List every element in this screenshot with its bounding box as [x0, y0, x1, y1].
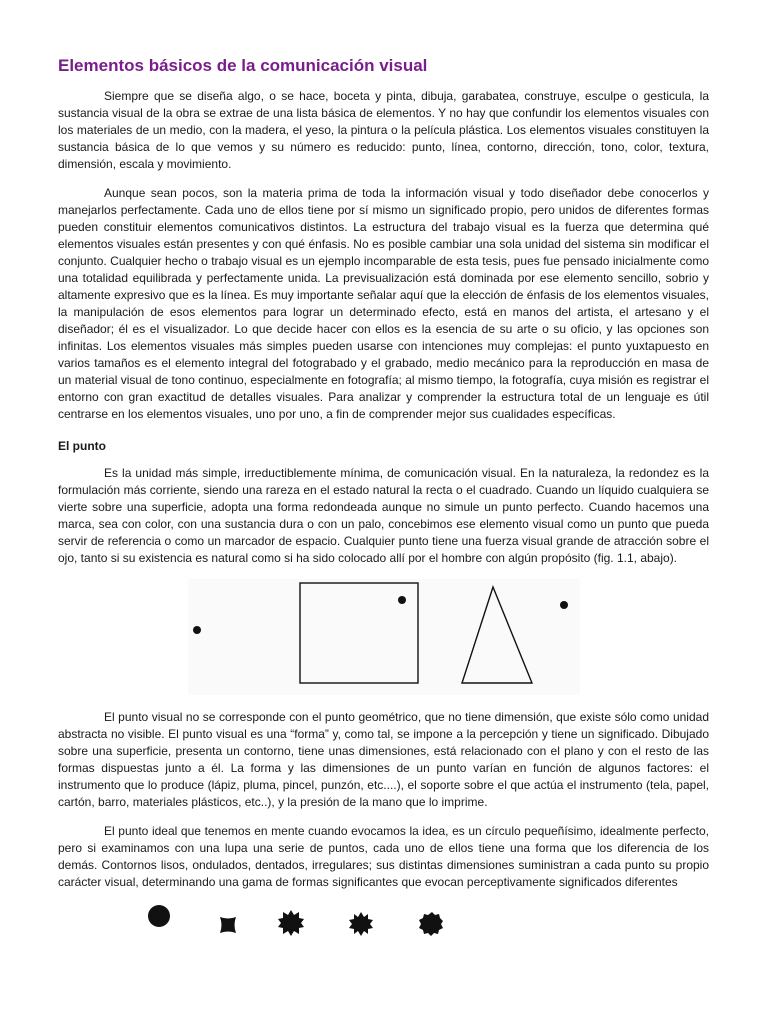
figure-point-attraction — [188, 579, 580, 695]
paragraph-visual-point: El punto visual no se corresponde con el punto geométrico, que no tiene dimensión, que existe sólo como unidad abstracta no visible. El punto visual es una “forma” y, como tal, se impone a la percepción y tiene un significado. Dibujado sobre una superficie, presenta un contorno, tiene unas dimensiones, está relacionado con el plano y con el resto de las formas dispuestas junto a él. La forma y las dimensiones de un punto varían en función de algunos factores: el instrumento que lo produce (lápiz, pluma, pincel, punzón, etc....), el soporte sobre el que actúa el instrumento (tela, papel, cartón, barro, materiales plásticos, etc..), y la presión de la mano que lo imprime. — [58, 710, 709, 809]
point-beside-triangle — [560, 601, 568, 609]
point-inside-square — [398, 596, 406, 604]
wavy-point — [220, 917, 236, 933]
figure-point-shapes — [146, 903, 446, 943]
irregular-point — [419, 912, 443, 936]
paragraph-intro: Siempre que se diseña algo, o se hace, boceta y pinta, dibuja, garabatea, construye, esculpe o gesticula, la sustancia visual de la obra se extrae de una lista básica de elementos. Y no hay que confundir los elementos visuales con los materiales de un medio, con la madera, el yeso, la pintura o la película plástica. Los elementos visuales constituyen la sustancia básica de lo que vemos y su número es reducido: punto, línea, contorno, dirección, tono, color, textura, dimensión, escala y movimiento. — [58, 89, 709, 171]
paragraph-punto-definition: Es la unidad más simple, irreductiblemente mínima, de comunicación visual. En la naturaleza, la redondez es la formulación más corriente, siendo una rareza en el estado natural la recta o el cuadrado. Cuando un líquido cualquiera se vierte sobre una superficie, adopta una forma redondeada aunque no simule un punto perfecto. Cuando hacemos una marca, sea con color, con una sustancia dura o con un palo, concebimos ese elemento visual como un punto que pueda servir de referencia o como un marcador de espacio. Cualquier punto tiene una fuerza visual grande de atracción sobre el ojo, tanto si su existencia es natural como si ha sido colocado allí por el hombre con algún propósito (fig. 1.1, abajo). — [58, 466, 709, 565]
round-point — [148, 905, 170, 927]
jagged-point-1 — [278, 910, 304, 936]
document-page — [58, 56, 709, 943]
jagged-point-2 — [349, 912, 373, 936]
isolated-point — [193, 626, 201, 634]
triangle-outline — [462, 587, 532, 683]
paragraph-elements: Aunque sean pocos, son la materia prima de toda la información visual y todo diseñador debe conocerlos y manejarlos perfectamente. Cada uno de ellos tiene por sí mismo un significado propio, pero unidos de diferentes formas pueden constituir elementos comunicativos distintos. La estructura del trabajo visual es la fuerza que determina qué elementos visuales están presentes y con qué énfasis. No es posible cambiar una sola unidad del sistema sin modificar el conjunto. Cualquier hecho o trabajo visual es un ejemplo incomparable de esta tesis, pues fue pensado inicialmente como una totalidad equilibrada y perfectamente unida. La previsualización está dominada por ese elemento sencillo, sobrio y altamente expresivo que es la línea. Es muy importante señalar aquí que la elección de énfasis de los elementos visuales, la manipulación de esos elementos para lograr un determinado efecto, está en manos del artista, el artesano y el diseñador; él es el visualizador. Lo que decide hacer con ellos es la esencia de su arte o su oficio, y las opciones son infinitas. Los elementos visuales más simples pueden usarse con intenciones muy complejas: el punto yuxtapuesto en varios tamaños es el elemento integral del fotograbado y el grabado, medio mecánico para la reproducción en masa de un material visual de tono continuo, especialmente en fotografía; al mismo tiempo, la fotografía, cuya misión es registrar el entorno con gran exactitud de detalles visuales. Para analizar y comprender la estructura total de un lenguaje es útil centrarse en los elementos visuales, uno por uno, a fin de comprender mejor sus cualidades específicas. — [58, 186, 709, 421]
paragraph-ideal-point: El punto ideal que tenemos en mente cuando evocamos la idea, es un círculo pequeñísimo, idealmente perfecto, pero si examinamos con una lupa una serie de puntos, cada uno de ellos tiene una forma que los diferencia de los demás. Contornos lisos, ondulados, dentados, irregulares; sus distintas dimensiones suministran a cada punto su propio carácter visual, determinando una gama de formas significantes que evocan perceptivamente significados diferentes — [58, 824, 709, 889]
page-title: Elementos básicos de la comunicación visual — [58, 56, 428, 75]
section-heading-punto: El punto — [58, 439, 106, 453]
